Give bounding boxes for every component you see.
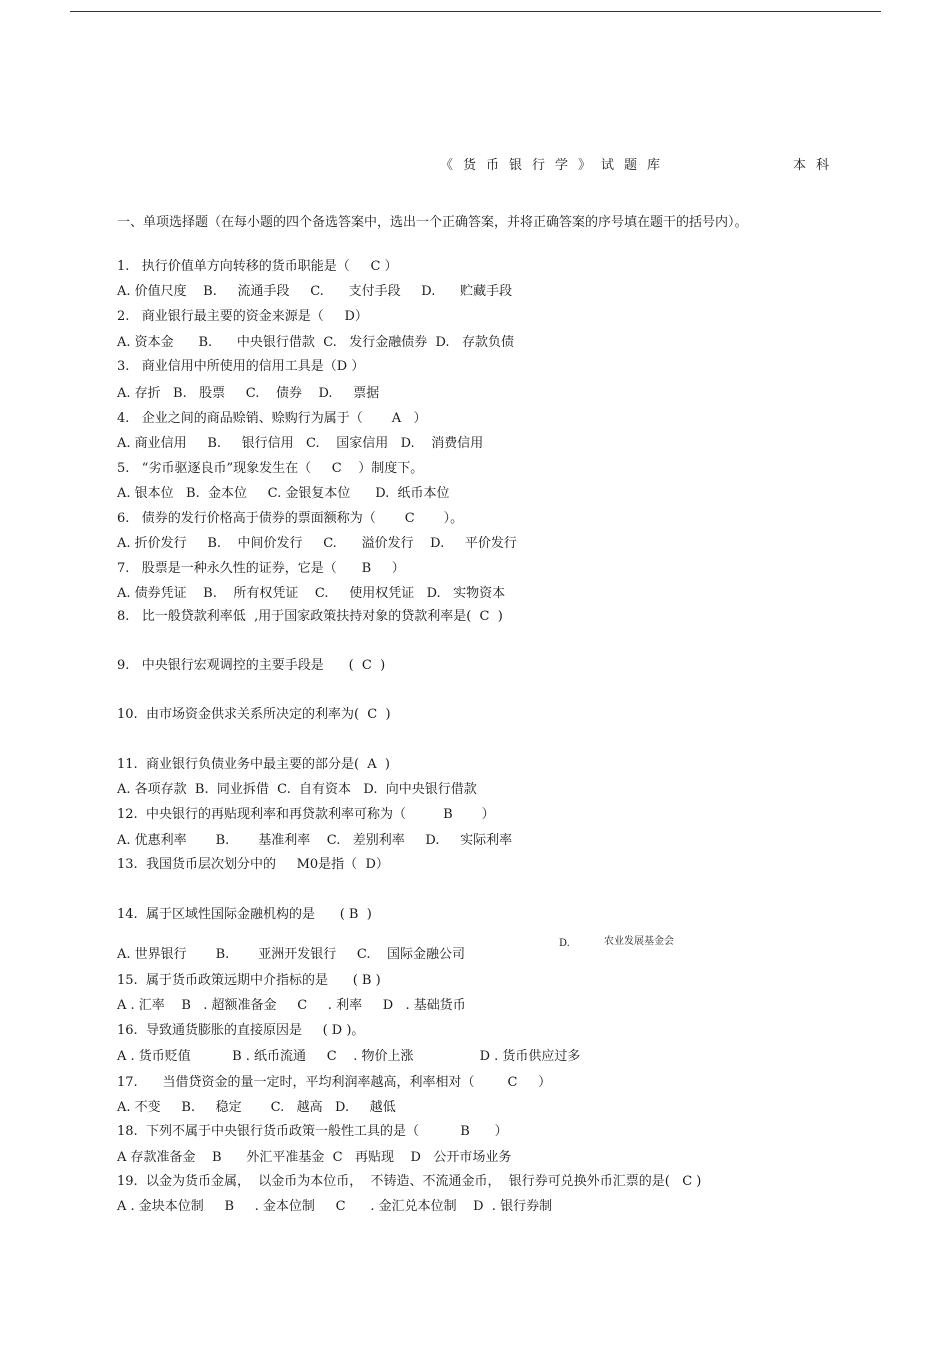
options-line: A. 价值尺度 B. 流通手段 C. 支付手段 D. 贮藏手段 — [117, 284, 513, 299]
options-line: A. 商业信用 B. 银行信用 C. 国家信用 D. 消费信用 — [117, 436, 484, 451]
question-line: 12. 中央银行的再贴现利率和再贷款利率可称为（ B ） — [117, 807, 495, 822]
top-rule — [70, 11, 881, 12]
options-line: A. 世界银行 B. 亚洲开发银行 C. 国际金融公司 — [117, 947, 465, 962]
question-line: 14. 属于区域性国际金融机构的是 ( B ) — [117, 907, 372, 922]
option-d-letter: D. — [559, 938, 570, 949]
question-line: 8. 比一般贷款利率低 ,用于国家政策扶持对象的贷款利率是( C ) — [117, 609, 503, 624]
question-line: 3. 商业信用中所使用的信用工具是（D ） — [117, 359, 365, 374]
options-line: A . 货币贬值 B . 纸币流通 C . 物价上涨 D . 货币供应过多 — [117, 1049, 581, 1064]
question-line: 16. 导致通货膨胀的直接原因是 ( D )。 — [117, 1023, 365, 1038]
question-line: 11. 商业银行负债业务中最主要的部分是( A ) — [117, 757, 391, 772]
options-line: A . 汇率 B . 超额准备金 C . 利率 D . 基础货币 — [117, 998, 466, 1013]
options-line: A. 不变 B. 稳定 C. 越高 D. 越低 — [117, 1100, 396, 1115]
question-line: 6. 债券的发行价格高于债券的票面额称为（ C ）。 — [117, 511, 464, 526]
options-line: A. 存折 B. 股票 C. 债券 D. 票据 — [117, 386, 380, 401]
options-line: A. 优惠利率 B. 基准利率 C. 差别利率 D. 实际利率 — [117, 833, 513, 848]
question-line: 5. “劣币驱逐良币”现象发生在（ C ）制度下。 — [117, 461, 424, 476]
document-title: 《货币银行学》试题库 — [440, 158, 671, 173]
question-line: 19. 以金为货币金属， 以金币为本位币， 不铸造、不流通金币， 银行券可兑换外币汇票的是( C ) — [117, 1174, 702, 1189]
options-line: A. 折价发行 B. 中间价发行 C. 溢价发行 D. 平价发行 — [117, 536, 517, 551]
option-d-text: 农业发展基金会 — [604, 936, 674, 947]
question-line: 17. 当借贷资金的量一定时，平均利润率越高，利率相对（ C ） — [117, 1075, 552, 1090]
options-line: A. 各项存款 B. 同业拆借 C. 自有资本 D. 向中央银行借款 — [117, 782, 477, 797]
options-line: A. 银本位 B. 金本位 C. 金银复本位 D. 纸币本位 — [117, 486, 450, 501]
question-line: 2. 商业银行最主要的资金来源是（ D） — [117, 309, 368, 324]
question-line: 7. 股票是一种永久性的证券，它是（ B ） — [117, 561, 405, 576]
question-line: 15. 属于货币政策远期中介指标的是 ( B ) — [117, 973, 381, 988]
question-line: 18. 下列不属于中央银行货币政策一般性工具的是（ B ） — [117, 1124, 508, 1139]
options-line: A. 资本金 B. 中央银行借款 C. 发行金融债券 D. 存款负债 — [117, 335, 514, 350]
question-line: 4. 企业之间的商品赊销、赊购行为属于（ A ） — [117, 411, 427, 426]
course-level: 本科 — [793, 158, 840, 173]
question-line: 10. 由市场资金供求关系所决定的利率为( C ) — [117, 707, 391, 722]
page-header — [0, 154, 950, 174]
question-line: 1. 执行价值单方向转移的货币职能是（ C ） — [117, 259, 398, 274]
question-line: 9. 中央银行宏观调控的主要手段是 ( C ) — [117, 658, 386, 673]
options-line: A 存款准备金 B 外汇平准基金 C 再贴现 D 公开市场业务 — [117, 1150, 512, 1165]
options-line: A . 金块本位制 B . 金本位制 C . 金汇兑本位制 D . 银行券制 — [117, 1199, 553, 1214]
options-line: A. 债券凭证 B. 所有权凭证 C. 使用权凭证 D. 实物资本 — [117, 586, 506, 601]
section-heading: 一、单项选择题（在每小题的四个备选答案中，选出一个正确答案，并将正确答案的序号填在题干的括号内）。 — [117, 215, 748, 230]
question-line: 13. 我国货币层次划分中的 M0是指（ D） — [117, 857, 389, 872]
